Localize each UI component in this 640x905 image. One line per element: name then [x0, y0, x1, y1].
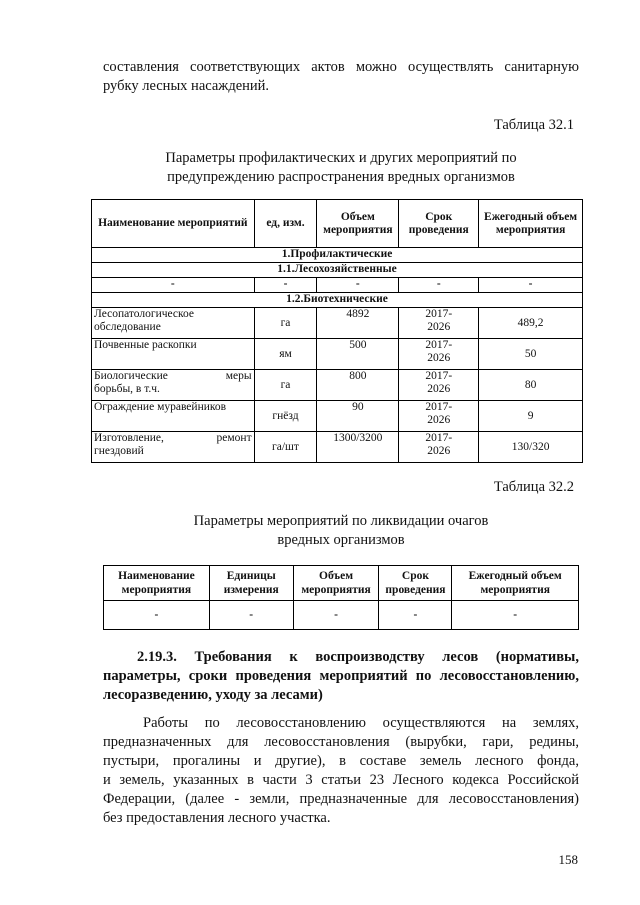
header-unit: Единицы измерения: [209, 566, 293, 601]
row-name: Ограждение муравейников: [92, 401, 255, 432]
row-volume: 4892: [317, 308, 399, 339]
row-term: [399, 401, 479, 432]
table-header-row: [92, 200, 583, 248]
row-volume: 1300/3200: [317, 432, 399, 463]
row-unit: га/шт: [254, 432, 317, 463]
section-row: [92, 263, 583, 278]
row-annual: 489,2: [479, 308, 583, 339]
section-label: 1.Профилактические: [92, 248, 583, 263]
section-heading: [103, 648, 579, 705]
row-name-line: [94, 432, 252, 445]
row-name-line: гнездовий: [94, 445, 144, 457]
term-end: 2026: [427, 383, 451, 395]
body-line: Работы по лесовосстановлению осуществляются на землях,: [143, 715, 579, 731]
term-end: 2026: [427, 352, 451, 364]
heading-line: 2.19.3. Требования к воспроизводству лесов (нормативы,: [137, 649, 579, 665]
table-32-1: [91, 199, 583, 463]
header-volume: Объем мероприятия: [317, 200, 399, 248]
table2-title: [103, 512, 579, 550]
header-term: Срок проведения: [379, 566, 452, 601]
table2-title-line: вредных организмов: [277, 532, 405, 548]
table1-title-line: предупреждению распространения вредных организмов: [167, 169, 515, 185]
table1-title: [103, 149, 579, 187]
body-line: Федерации, (далее - земли, предназначенные для лесовосстановления): [103, 791, 579, 807]
body-line: без предоставления лесного участка.: [103, 810, 331, 826]
table-cell: -: [104, 601, 210, 630]
intro-line: рубку лесных насаждений.: [103, 78, 270, 94]
table-row: [104, 601, 579, 630]
row-unit: га: [254, 308, 317, 339]
header-name: Наименование мероприятий: [92, 200, 255, 248]
row-volume: 800: [317, 370, 399, 401]
table-row: [92, 432, 583, 463]
header-name: Наименование мероприятия: [104, 566, 210, 601]
section-row: [92, 293, 583, 308]
table-cell: -: [209, 601, 293, 630]
table-cell: -: [452, 601, 579, 630]
table2-caption: Таблица 32.2: [493, 479, 574, 495]
word: Изготовление,: [94, 432, 164, 444]
row-name: Почвенные раскопки: [92, 339, 255, 370]
row-term: [399, 339, 479, 370]
term-end: 2026: [427, 414, 451, 426]
intro-line: составления соответствующих актов можно осуществлять санитарную: [103, 59, 579, 75]
header-unit: ед, изм.: [254, 200, 317, 248]
table-cell: -: [379, 601, 452, 630]
header-annual: Ежегодный объем мероприятия: [479, 200, 583, 248]
term-start: 2017-: [425, 401, 453, 413]
table-cell: -: [293, 601, 379, 630]
term-start: 2017-: [425, 339, 453, 351]
header-annual: Ежегодный объем мероприятия: [452, 566, 579, 601]
row-annual: 50: [479, 339, 583, 370]
row-name-line: борьбы, в т.ч.: [94, 383, 160, 395]
term-start: 2017-: [425, 370, 453, 382]
body-line: предназначенных для лесовосстановления (вырубки, гари, редины,: [103, 734, 579, 750]
word: ремонт: [216, 432, 252, 444]
row-term: [399, 308, 479, 339]
table1-caption: Таблица 32.1: [493, 117, 574, 133]
section-label: 1.1.Лесохозяйственные: [92, 263, 583, 278]
section-row: [92, 248, 583, 263]
body-paragraph: [103, 714, 579, 828]
row-name-line: [94, 370, 252, 383]
row-term: [399, 370, 479, 401]
body-line: и земель, указанных в части 3 статьи 23 Лесного кодекса Российской: [103, 772, 579, 788]
row-unit: гнёзд: [254, 401, 317, 432]
table-row: [92, 401, 583, 432]
table-cell: -: [317, 278, 399, 293]
table-cell: -: [92, 278, 255, 293]
table-row: [92, 308, 583, 339]
table2-title-line: Параметры мероприятий по ликвидации очагов: [193, 513, 489, 529]
table-row: [92, 370, 583, 401]
row-annual: 9: [479, 401, 583, 432]
row-volume: 500: [317, 339, 399, 370]
table-cell: -: [479, 278, 583, 293]
row-name: Лесопатологическое обследование: [92, 308, 255, 339]
table-cell: -: [399, 278, 479, 293]
row-name: [92, 370, 255, 401]
table-header-row: [104, 566, 579, 601]
header-term: Срок проведения: [399, 200, 479, 248]
table-cell: -: [254, 278, 317, 293]
term-start: 2017-: [425, 308, 453, 320]
header-volume: Объем мероприятия: [293, 566, 379, 601]
heading-line: лесоразведению, уходу за лесами): [103, 687, 323, 703]
row-unit: ям: [254, 339, 317, 370]
table-row: [92, 339, 583, 370]
word: Биологические: [94, 370, 168, 382]
term-end: 2026: [427, 445, 451, 457]
term-end: 2026: [427, 321, 451, 333]
row-unit: га: [254, 370, 317, 401]
table1-title-line: Параметры профилактических и других мероприятий по: [165, 150, 517, 166]
page-number: 158: [558, 852, 578, 867]
row-name: [92, 432, 255, 463]
table-row: [92, 278, 583, 293]
section-label: 1.2.Биотехнические: [92, 293, 583, 308]
row-term: [399, 432, 479, 463]
term-start: 2017-: [425, 432, 453, 444]
row-volume: 90: [317, 401, 399, 432]
body-line: пустыри, прогалины и другие), в составе земель лесного фонда,: [103, 753, 579, 769]
table-32-2: [103, 565, 579, 630]
word: меры: [225, 370, 252, 382]
heading-line: параметры, сроки проведения мероприятий по лесовосстановлению,: [103, 668, 579, 684]
intro-paragraph: [103, 58, 579, 96]
row-annual: 80: [479, 370, 583, 401]
row-annual: 130/320: [479, 432, 583, 463]
